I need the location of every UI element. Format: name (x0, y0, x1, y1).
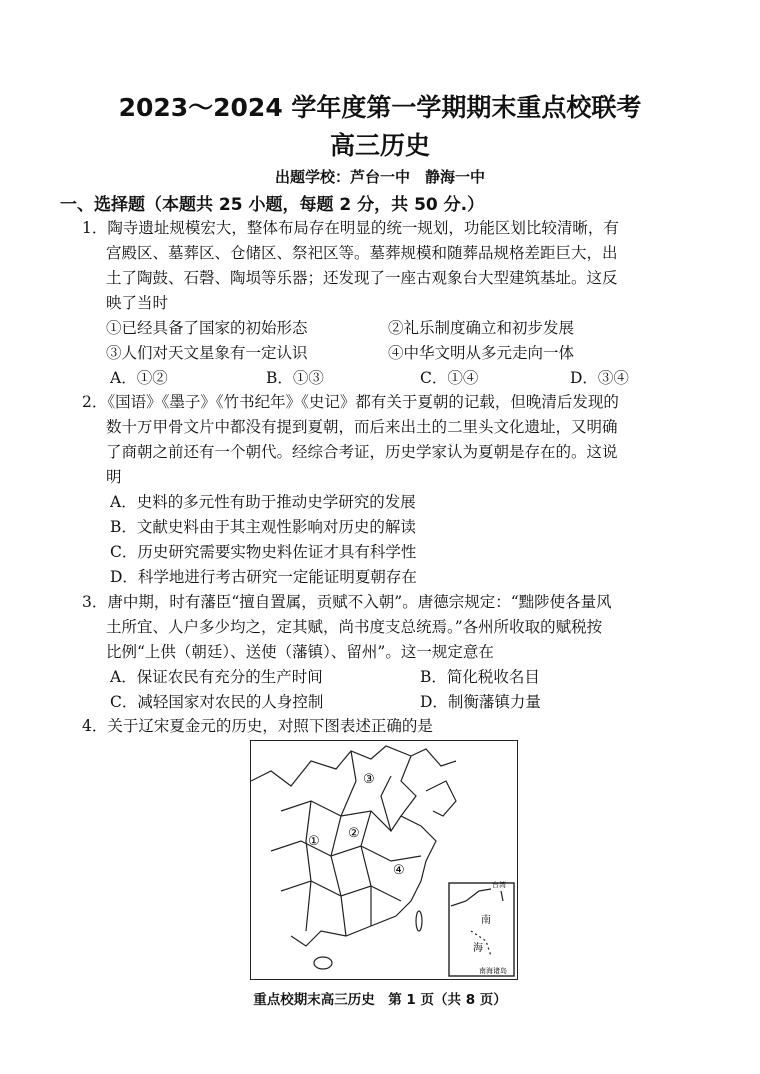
q1-line: 1．陶寺遗址规模宏大，整体布局存在明显的统一规划，功能区划比较清晰，有 (82, 219, 619, 237)
q1-item: ①已经具备了国家的初始形态 (106, 319, 308, 337)
map-label-3: ③ (363, 772, 375, 787)
q2-line: 2．《国语》《墨子》《竹书纪年》《史记》都有关于夏朝的记载，但晚清后发现的 (82, 393, 619, 411)
exam-subject: 高三历史 (329, 131, 430, 160)
q1-line: 宫殿区、墓葬区、仓储区、祭祀区等。墓葬规模和随葬品规格差距巨大，出 (106, 244, 618, 262)
q1-option-a: A．①② (110, 369, 168, 387)
map-label-2: ② (348, 826, 360, 841)
q3-line: 3．唐中期，时有藩臣“擅自置属，贡赋不入朝”。唐德宗规定：“黜陟使各量风 (82, 593, 612, 611)
q2-option-a: A．史料的多元性有助于推动史学研究的发展 (110, 493, 416, 511)
q2-line: 明 (106, 468, 122, 486)
q1-option-d: D．③④ (570, 369, 629, 387)
q3-option-b: B．简化税收名目 (420, 668, 540, 686)
map-inset-frame (449, 883, 514, 976)
q3-option-a: A．保证农民有充分的生产时间 (110, 668, 323, 686)
q2-option-b: B．文献史料由于其主观性影响对历史的解读 (110, 518, 416, 536)
q2-option-d: D．科学地进行考古研究一定能证明夏朝存在 (110, 568, 417, 586)
q3-option-d: D．制衡藩镇力量 (420, 693, 541, 711)
page-footer: 重点校期末高三历史 第 1 页（共 8 页） (253, 992, 507, 1008)
inset-label-hai: 海 (473, 943, 483, 954)
map-peninsula (426, 781, 456, 816)
map-island (416, 911, 422, 931)
q2-line: 数十万甲骨文片中都没有提到夏朝，而后来出土的二里头文化遗址，又明确 (106, 418, 618, 436)
history-map (250, 740, 518, 980)
map-boundary (331, 816, 346, 936)
map-label-1: ① (308, 834, 320, 849)
inset-label-islands: 南海诸岛 (479, 967, 507, 975)
q3-line: 比例“上供（朝廷）、送使（藩镇）、留州”。这一规定意在 (106, 643, 494, 661)
q1-line: 映了当时 (106, 294, 169, 312)
map-inset-coast (451, 889, 491, 906)
exam-title: 2023～2024 学年度第一学期期末重点校联考 (118, 93, 642, 122)
q2-line: 了商朝之前还有一个朝代。经综合考证，历史学家认为夏朝是存在的。这说 (106, 443, 618, 461)
q1-option-b: B．①③ (266, 369, 324, 387)
map-boundary (306, 801, 311, 931)
map-drawing (251, 741, 516, 978)
section-heading: 一、选择题（本题共 25 小题，每题 2 分，共 50 分.） (60, 195, 485, 215)
q3-line: 土所宜、人户多少均之，定其赋，尚书度支总统焉。”各州所收取的赋税按 (106, 618, 603, 636)
map-boundary (361, 811, 371, 926)
q1-item: ③人们对天文星象有一定认识 (106, 344, 308, 362)
q4-line: 4．关于辽宋夏金元的历史，对照下图表述正确的是 (82, 717, 433, 735)
q1-item: ④中华文明从多元走向一体 (388, 344, 575, 362)
map-boundary (271, 841, 421, 861)
q1-item: ②礼乐制度确立和初步发展 (388, 319, 575, 337)
q3-option-c: C．减轻国家对农民的人身控制 (110, 693, 324, 711)
map-island (314, 957, 332, 969)
map-inset-taiwan (501, 891, 503, 901)
q2-option-c: C．历史研究需要实物史料佐证才具有科学性 (110, 543, 417, 561)
inset-label-nan: 南 (481, 915, 491, 926)
q1-option-c: C．①④ (420, 369, 479, 387)
map-label-4: ④ (393, 863, 405, 878)
inset-label-taiwan: 台湾 (492, 881, 506, 889)
question-schools: 出题学校：芦台一中 静海一中 (274, 168, 485, 186)
q1-line: 土了陶鼓、石磬、陶埙等乐器；还发现了一座古观象台大型建筑基址。这反 (106, 269, 618, 287)
